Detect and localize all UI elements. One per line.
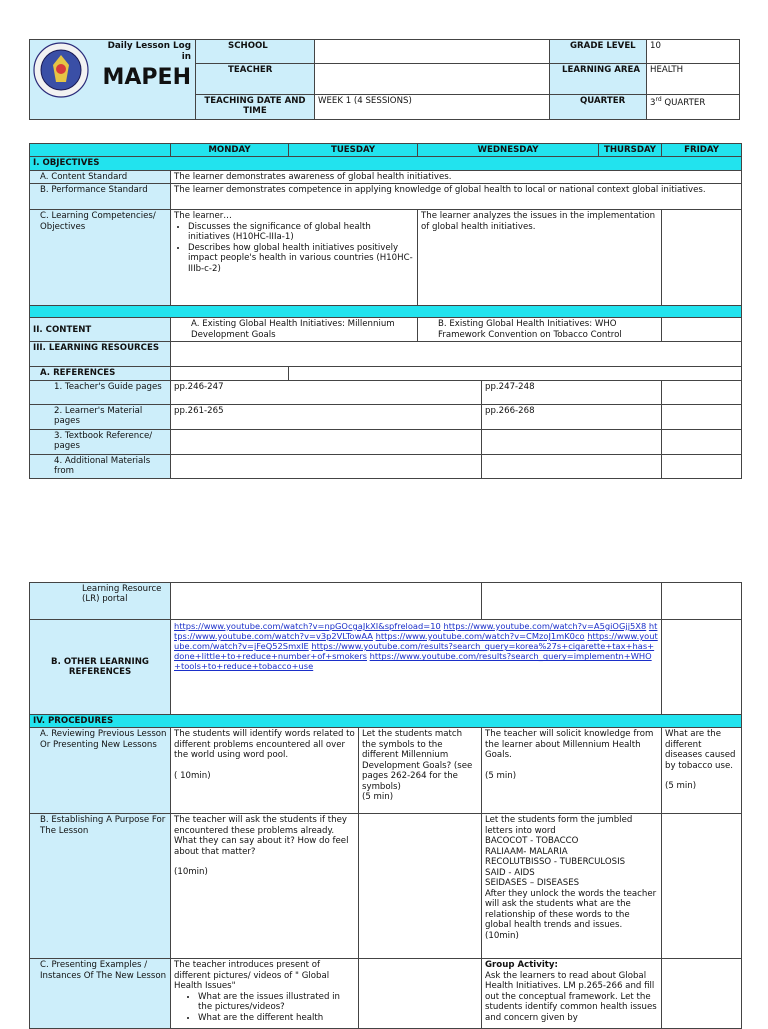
performance-standard-value: The learner demonstrates competence in applying knowledge of global health to local or national context global initiatives. bbox=[171, 184, 742, 210]
day-tuesday: TUESDAY bbox=[289, 144, 418, 157]
header-title-line2: in bbox=[181, 52, 191, 62]
header-title-cell bbox=[30, 40, 196, 120]
purpose-label: B. Establishing A Purpose For The Lesson bbox=[30, 814, 171, 959]
additional-fri bbox=[662, 454, 742, 478]
content-standard-label: A. Content Standard bbox=[30, 170, 171, 183]
additional-wed bbox=[482, 454, 662, 478]
lr-portal-mon bbox=[171, 583, 482, 620]
other-references-links bbox=[171, 620, 662, 715]
day-monday: MONDAY bbox=[171, 144, 289, 157]
content-friday bbox=[662, 318, 742, 342]
quarter-value: 3rd QUARTER bbox=[647, 95, 740, 120]
content-a: A. Existing Global Health Initiatives: Millennium Development Goals bbox=[171, 318, 418, 342]
performance-standard-label: B. Performance Standard bbox=[30, 184, 171, 210]
grade-value: 10 bbox=[647, 40, 740, 64]
procedures-heading: IV. PROCEDURES bbox=[30, 715, 742, 728]
additional-label: 4. Additional Materials from bbox=[30, 454, 171, 478]
learners-material-label: 2. Learner's Material pages bbox=[30, 404, 171, 429]
teachers-guide-label: 1. Teacher's Guide pages bbox=[30, 380, 171, 404]
resources-heading: III. LEARNING RESOURCES bbox=[30, 342, 171, 367]
deped-seal-icon bbox=[33, 42, 89, 98]
competency-intro: The learner… bbox=[174, 211, 232, 222]
textbook-label: 3. Textbook Reference/ pages bbox=[30, 429, 171, 454]
purpose-mon: The teacher will ask the students if they encountered these problems already. What they can say about it? How do feel about that matter? (10min) bbox=[171, 814, 359, 959]
objectives-heading: I. OBJECTIVES bbox=[30, 157, 742, 170]
competency-item: • Discusses the significance of global health initiatives (H10HC-IIIa-1) bbox=[188, 222, 414, 243]
area-label: LEARNING AREA bbox=[550, 64, 647, 95]
examples-fri bbox=[662, 959, 742, 1029]
competency-friday bbox=[662, 210, 742, 306]
reviewing-tue: Let the students match the symbols to the different Millennium Development Goals? (see pages 262-264 for the symbols) (5 min) bbox=[359, 728, 482, 814]
reference-link[interactable]: https://www.youtube.com/results?search_query=implementn+WHO+tools+to+reduce+tobacco+use bbox=[174, 651, 652, 672]
day-header-blank bbox=[30, 144, 171, 157]
competency-label: C. Learning Competencies/ Objectives bbox=[30, 210, 171, 306]
other-references-fri bbox=[662, 620, 742, 715]
reference-link[interactable]: https://www.youtube.com/watch?v=A5giOGjj5X8 bbox=[443, 621, 647, 631]
school-label: SCHOOL bbox=[196, 40, 315, 64]
ref-blank-2 bbox=[289, 367, 742, 380]
date-value: WEEK 1 (4 SESSIONS) bbox=[315, 95, 550, 120]
additional-mon bbox=[171, 454, 482, 478]
reference-link[interactable]: https://www.youtube.com/results?search_query=korea%27s+cigarette+tax+has+done+little+to+reduce+number+of+smokers bbox=[174, 641, 655, 662]
content-b: B. Existing Global Health Initiatives: WHO Framework Convention on Tobacco Control bbox=[418, 318, 662, 342]
content-standard-value: The learner demonstrates awareness of global health initiatives. bbox=[171, 170, 742, 183]
textbook-mon bbox=[171, 429, 482, 454]
teachers-guide-mon: pp.246-247 bbox=[171, 380, 482, 404]
teachers-guide-wed: pp.247-248 bbox=[482, 380, 662, 404]
reference-link[interactable]: https://www.youtube.com/watch?v=npGOcgaJkXI&spfreload=10 bbox=[174, 621, 441, 631]
teachers-guide-fri bbox=[662, 380, 742, 404]
learners-material-wed: pp.266-268 bbox=[482, 404, 662, 429]
day-thursday: THURSDAY bbox=[599, 144, 662, 157]
competency-left bbox=[171, 210, 418, 306]
teacher-label: TEACHER bbox=[196, 64, 315, 95]
date-label: TEACHING DATE AND TIME bbox=[196, 95, 315, 120]
examples-wed: Group Activity: Ask the learners to read about Global Health Initiatives. LM p.265-266 and fill out the conceptual framework. Let the students identify common health issues and concern given by bbox=[482, 959, 662, 1029]
lesson-table-page1 bbox=[29, 143, 742, 479]
reviewing-fri: What are the different diseases caused by tobacco use. (5 min) bbox=[662, 728, 742, 814]
area-value: HEALTH bbox=[647, 64, 740, 95]
grade-label: GRADE LEVEL bbox=[550, 40, 647, 64]
subject-title: MAPEH bbox=[102, 65, 191, 90]
competency-item: • Describes how global health initiatives positively impact people's health in various countries (H10HC-IIIb-c-2) bbox=[188, 243, 414, 274]
examples-mon: The teacher introduces present of different pictures/ videos of " Global Health Issues" • What are the issues illustrated in the pictures/videos? • What are the different health bbox=[171, 959, 359, 1029]
header-table bbox=[29, 39, 740, 120]
examples-label: C. Presenting Examples / Instances Of The New Lesson bbox=[30, 959, 171, 1029]
quarter-label: QUARTER bbox=[550, 95, 647, 120]
divider-row bbox=[30, 306, 742, 318]
reference-link[interactable]: https://www.youtube.com/watch?v=v3p2VLTowAA bbox=[174, 621, 658, 642]
lr-portal-wed bbox=[482, 583, 662, 620]
learners-material-fri bbox=[662, 404, 742, 429]
header-title-line1: Daily Lesson Log bbox=[107, 41, 191, 51]
learners-material-mon: pp.261-265 bbox=[171, 404, 482, 429]
textbook-wed bbox=[482, 429, 662, 454]
resources-blank bbox=[171, 342, 742, 367]
lesson-table-page2 bbox=[29, 582, 742, 1029]
reviewing-label: A. Reviewing Previous Lesson Or Presenting New Lessons bbox=[30, 728, 171, 814]
other-references-label: B. OTHER LEARNING REFERENCES bbox=[30, 620, 171, 715]
purpose-fri bbox=[662, 814, 742, 959]
reference-link[interactable]: https://www.youtube.com/watch?v=CMzoJ1mK0co bbox=[375, 631, 585, 642]
teacher-value bbox=[315, 64, 550, 95]
references-heading: A. REFERENCES bbox=[30, 367, 171, 380]
lr-portal-label: Learning Resource (LR) portal bbox=[30, 583, 171, 620]
purpose-tue bbox=[359, 814, 482, 959]
content-heading: II. CONTENT bbox=[30, 318, 171, 342]
school-value bbox=[315, 40, 550, 64]
purpose-wed: Let the students form the jumbled letters into word BACOCOT - TOBACCO RALIAAM- MALARIA RECOLUTBISSO - TUBERCULOSIS SAID - AIDS SEIDASES – DISEASES After they unlock the words the teacher will ask the students what are the relationship of these words to the global health trends and issues. (10min) bbox=[482, 814, 662, 959]
examples-tue bbox=[359, 959, 482, 1029]
reviewing-wed: The teacher will solicit knowledge from the learner about Millennium Health Goals. (5 min) bbox=[482, 728, 662, 814]
day-wednesday: WEDNESDAY bbox=[418, 144, 599, 157]
textbook-fri bbox=[662, 429, 742, 454]
reference-link[interactable]: https://www.youtube.com/watch?v=jFeQ52SmxIE bbox=[174, 631, 658, 652]
competency-right: The learner analyzes the issues in the implementation of global health initiatives. bbox=[418, 210, 662, 306]
ref-blank-1 bbox=[171, 367, 289, 380]
competency-list bbox=[174, 222, 414, 274]
day-friday: FRIDAY bbox=[662, 144, 742, 157]
lr-portal-fri bbox=[662, 583, 742, 620]
reviewing-mon: The students will identify words related to different problems encountered all over the world using word pool. ( 10min) bbox=[171, 728, 359, 814]
